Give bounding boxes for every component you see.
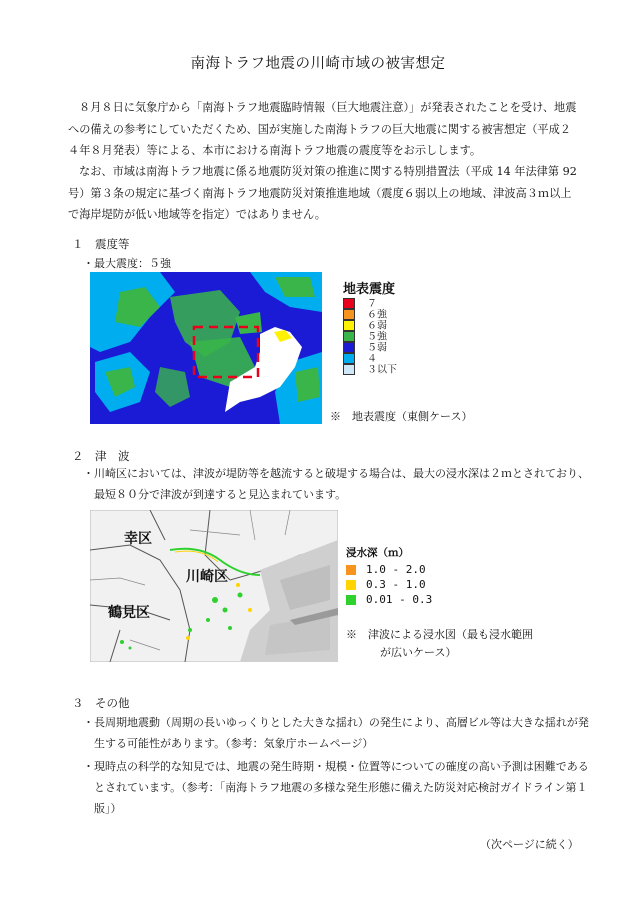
intensity-map-caption: ※ 地表震度（東側ケース） [330, 410, 473, 423]
legend-item [343, 298, 377, 309]
legend-swatch [346, 595, 356, 605]
legend-swatch [343, 364, 355, 375]
legend-label: 0.3 - 1.0 [366, 578, 426, 591]
legend-item [343, 320, 387, 331]
intro-paragraph-1: ８月８日に気象庁から「南海トラフ地震臨時情報（巨大地震注意）」が発表されたことを受け、地震への備えの参考にしていただくため、国が実施した南海トラフの巨大地震に関する被害想定（平成２４年８月発表）等による、本市における南海トラフ地震の震度等をお示しします。 [68, 101, 577, 157]
legend-item [343, 342, 387, 353]
intensity-legend-title: 地表震度 [343, 282, 396, 297]
legend-item [343, 353, 377, 364]
legend-swatch [343, 331, 355, 342]
legend-item [343, 309, 387, 320]
legend-label: 0.01 - 0.3 [366, 593, 433, 606]
legend-label: ５弱 [367, 342, 387, 354]
map-label-kawasaki: 川崎区 [186, 569, 228, 585]
map-label-tsurumi: 鶴見区 [108, 605, 150, 621]
legend-swatch [346, 565, 356, 575]
legend-swatch [343, 309, 355, 320]
prediction-bullet: ・現時点の科学的な知見では、地震の発生時期・規模・位置等についての確度の高い予測は困難であるとされています。（参考：「南海トラフ地震の多様な発生形態に備えた防災対応検討ガイドライン第１版」） [83, 760, 589, 815]
max-intensity-bullet: ・最大震度：５強 [83, 257, 171, 270]
intensity-legend [343, 298, 423, 378]
legend-label: ３以下 [367, 364, 397, 376]
tsunami-inundation-map [90, 510, 338, 662]
legend-swatch [346, 580, 356, 590]
long-period-motion-bullet: ・長周期地震動（周期の長いゆっくりとした大きな揺れ）の発生により、高層ビル等は大きな揺れが発生する可能性があります。（参考：気象庁ホームページ） [83, 716, 589, 750]
section-heading-tsunami: ２ 津 波 [72, 449, 130, 463]
seismic-intensity-map [90, 272, 322, 424]
legend-swatch [343, 320, 355, 331]
section-heading-intensity: １ 震度等 [72, 237, 130, 251]
legend-swatch [343, 298, 355, 309]
legend-label: ６弱 [367, 320, 387, 332]
tsunami-map-caption-line2: が広いケース） [380, 646, 457, 659]
intro-paragraph-2: なお、市域は南海トラフ地震に係る地震防災対策の推進に関する特別措置法（平成 14 年法律第 92 号）第３条の規定に基づく南海トラフ地震防災対策推進地域（震度６弱以上の地域、津波高３ｍ以上で海岸堤防が低い地域等を指定）ではありません。 [68, 165, 577, 221]
legend-label: ６強 [367, 309, 387, 321]
legend-label: 1.0 - 2.0 [366, 563, 426, 576]
legend-label: ４ [367, 353, 377, 365]
page-title: 南海トラフ地震の川崎市域の被害想定 [190, 56, 446, 72]
legend-label: ５強 [367, 331, 387, 343]
legend-item [346, 593, 432, 607]
legend-item [346, 563, 426, 577]
legend-label: ７ [367, 298, 377, 310]
tsunami-bullet: ・川崎区においては、津波が堤防等を越流すると破堤する場合は、最大の浸水深は２ｍとされており、最短８０分で津波が到達すると見込まれています。 [83, 467, 589, 501]
section-heading-other: ３ その他 [72, 696, 130, 710]
continued-note: （次ページに続く） [480, 838, 579, 851]
legend-swatch [343, 353, 355, 364]
tsunami-map-caption-line1: ※ 津波による浸水図（最も浸水範囲 [346, 628, 533, 641]
legend-swatch [343, 342, 355, 353]
inundation-legend-title: 浸水深（ｍ） [346, 547, 409, 559]
legend-item [343, 331, 387, 342]
legend-item [343, 364, 397, 375]
map-label-saiwai: 幸区 [124, 531, 152, 547]
legend-item [346, 578, 426, 592]
inundation-legend [346, 563, 466, 611]
